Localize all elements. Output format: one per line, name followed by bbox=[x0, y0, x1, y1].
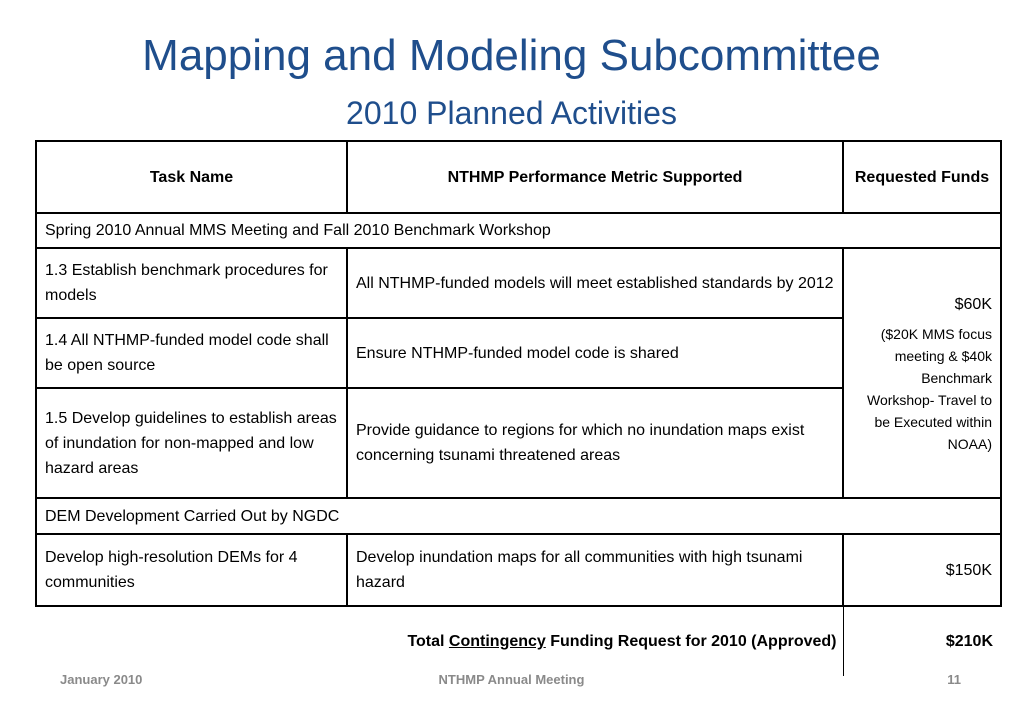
total-amount: $210K bbox=[945, 633, 993, 650]
table-header-row bbox=[36, 141, 1001, 213]
task-cell: 1.4 All NTHMP-funded model code shall be open source bbox=[36, 318, 347, 388]
task-cell: 1.5 Develop guidelines to establish areas of inundation for non-mapped and low hazard areas bbox=[36, 388, 347, 498]
header-requested-funds: Requested Funds bbox=[843, 141, 1001, 213]
section-row bbox=[36, 498, 1001, 534]
total-label-prefix: Total bbox=[407, 633, 449, 650]
header-task-name: Task Name bbox=[36, 141, 347, 213]
metric-cell: Develop inundation maps for all communities with high tsunami hazard bbox=[347, 534, 843, 606]
metric-cell: Ensure NTHMP-funded model code is shared bbox=[347, 318, 843, 388]
section-row bbox=[36, 213, 1001, 248]
footer-event: NTHMP Annual Meeting bbox=[438, 672, 585, 687]
task-cell: Develop high-resolution DEMs for 4 communities bbox=[36, 534, 347, 606]
slide-title: Mapping and Modeling Subcommittee bbox=[142, 31, 881, 80]
total-row bbox=[36, 606, 1001, 676]
total-label bbox=[347, 606, 843, 676]
task-cell: 1.3 Establish benchmark procedures for models bbox=[36, 248, 347, 318]
table-row bbox=[36, 534, 1001, 606]
activities-table bbox=[35, 140, 1002, 676]
metric-cell: All NTHMP-funded models will meet established standards by 2012 bbox=[347, 248, 843, 318]
slide-subtitle: 2010 Planned Activities bbox=[346, 95, 677, 131]
header-metric: NTHMP Performance Metric Supported bbox=[347, 141, 843, 213]
table-row bbox=[36, 248, 1001, 318]
section-title-mms-meeting: Spring 2010 Annual MMS Meeting and Fall 2010 Benchmark Workshop bbox=[36, 213, 1001, 248]
total-label-suffix: Funding Request for 2010 (Approved) bbox=[545, 633, 837, 650]
footer-date: January 2010 bbox=[60, 672, 143, 687]
group-funds-note: ($20K MMS focus meeting & $40k Benchmark Workshop- Travel to be Executed within NOAA) bbox=[866, 325, 992, 452]
section-title-dem-development: DEM Development Carried Out by NGDC bbox=[36, 498, 1001, 534]
total-spacer bbox=[36, 606, 347, 676]
dem-funds-cell: $150K bbox=[843, 534, 1001, 606]
group-funds-amount: $60K bbox=[954, 295, 992, 313]
footer-page-number: 11 bbox=[947, 672, 961, 687]
total-label-contingency: Contingency bbox=[448, 633, 546, 650]
metric-cell: Provide guidance to regions for which no inundation maps exist concerning tsunami threatened areas bbox=[347, 388, 843, 498]
group-funds-cell bbox=[843, 248, 1001, 498]
